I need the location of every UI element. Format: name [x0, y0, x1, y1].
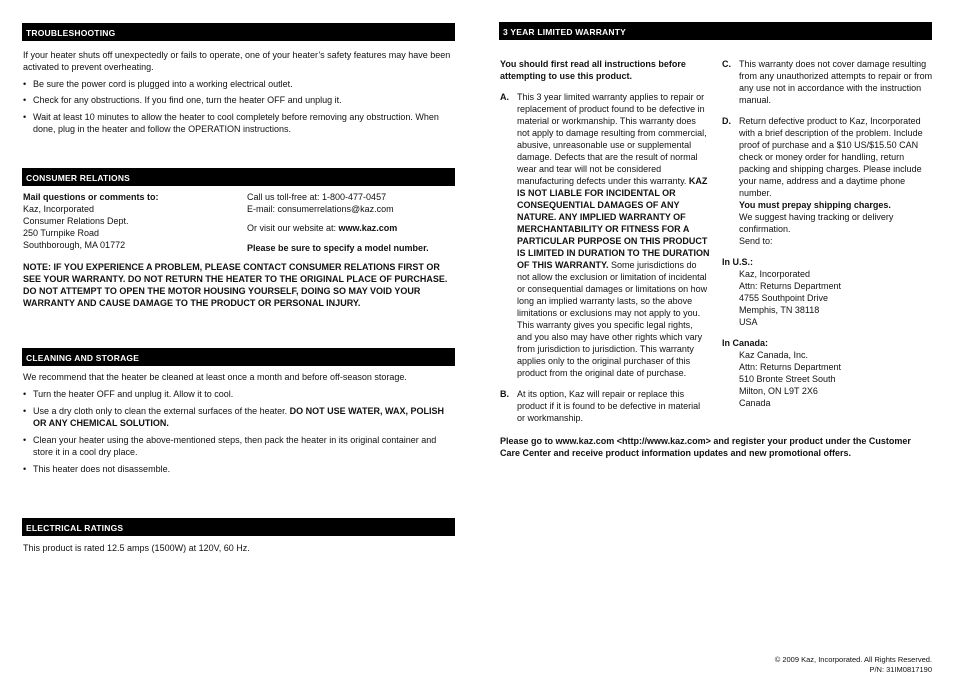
website-link[interactable]: www.kaz.com [338, 223, 398, 233]
address-line: Attn: Returns Department [739, 281, 842, 291]
address-line: Attn: Returns Department [739, 362, 842, 372]
warranty-item-c [722, 58, 934, 106]
warranty-lead [500, 58, 710, 82]
us-address-block [722, 256, 934, 328]
item-label: B. [500, 389, 509, 399]
address-line: Southborough, MA 01772 [23, 240, 126, 250]
warranty-header: 3 YEAR LIMITED WARRANTY [499, 22, 932, 40]
phone-text: Call us toll-free at: 1-800-477-0457 [247, 192, 387, 202]
cleaning-list [23, 388, 453, 475]
consumer-relations-note [23, 261, 451, 309]
cleaning-b2-text: Use a dry cloth only to clean the external surfaces of the heater. [33, 406, 290, 416]
address-line: 510 Bronte Street South [739, 374, 836, 384]
warranty-d-prepay: You must prepay shipping charges. [739, 200, 891, 210]
address-line: Kaz, Incorporated [739, 269, 811, 279]
warranty-d-text: Return defective product to Kaz, Incorporated with a brief description of the problem. Include proof of purchase and a $10 US/$15.50 CAN check or money order for handling, return packing and shipping charges. Please include your name, address and a daytime phone number. [739, 116, 923, 198]
consumer-relations-contact [247, 191, 455, 254]
register-notice [500, 435, 932, 459]
list-item: • Wait at least 10 minutes to allow the heater to cool completely before removing any obstruction. When done, plug in the heater and follow the OPERATION instructions. [23, 111, 453, 135]
website-text [247, 222, 455, 234]
list-item: • Be sure the power cord is plugged into a working electrical outlet. [23, 78, 453, 90]
electrical-text: This product is rated 12.5 amps (1500W) at 120V, 60 Hz. [23, 543, 250, 553]
address-line: USA [739, 317, 758, 327]
cleaning-intro: We recommend that the heater be cleaned at least once a month and before off-season storage. [23, 372, 407, 382]
mail-heading: Mail questions or comments to: [23, 192, 159, 202]
us-label: In U.S.: [722, 257, 753, 267]
item-label: A. [500, 92, 509, 102]
canada-label: In Canada: [722, 338, 769, 348]
address-line: Memphis, TN 38118 [739, 305, 820, 315]
address-line: Milton, ON L9T 2X6 [739, 386, 818, 396]
cleaning-header: CLEANING AND STORAGE [22, 348, 455, 366]
list-item: • Clean your heater using the above-mentioned steps, then pack the heater in its original container and store it in a cool dry place. [23, 434, 453, 458]
address-line: Kaz Canada, Inc. [739, 350, 809, 360]
warranty-c-text: This warranty does not cover damage resulting from any unauthorized attempts to repair or from any use not in accordance with the instruction manual. [739, 59, 933, 105]
warranty-d-tracking: We suggest having tracking or delivery confirmation. [739, 212, 894, 234]
warranty-a-text [517, 91, 710, 379]
warranty-a-plain2: Some jurisdictions do not allow the exclusion or limitation of incidental or consequential damages or limitations on how long an implied warranty lasts, so the above limitations or exclusions may not apply to you. This warranty gives you specific legal rights, and you also may have other rights which vary from jurisdiction to jurisdiction. This warranty applies only to the original purchaser of this product from the original date of purchase. [517, 260, 708, 378]
address-line: 4755 Southpoint Drive [739, 293, 829, 303]
list-item: • Turn the heater OFF and unplug it. Allow it to cool. [23, 388, 453, 400]
canada-address-block [722, 337, 934, 409]
address-line: Kaz, Incorporated [23, 204, 95, 214]
address-line: 250 Turnpike Road [23, 228, 100, 238]
model-note: Please be sure to specify a model number. [247, 243, 429, 253]
warranty-b-text: At its option, Kaz will repair or replace this product if it is found to be defective in material or workmanship. [517, 389, 701, 423]
consumer-relations-header: CONSUMER RELATIONS [22, 168, 455, 186]
cleaning-section [23, 371, 453, 475]
item-label: C. [722, 59, 731, 69]
warranty-item-a [500, 91, 710, 379]
address-line: Canada [739, 398, 771, 408]
troubleshooting-header: TROUBLESHOOTING [22, 23, 455, 41]
consumer-relations-mail [23, 191, 238, 251]
list-item: • This heater does not disassemble. [23, 463, 453, 475]
register-text: Please go to www.kaz.com <http://www.kaz.com> and register your product under the Customer Care Center and receive product information updates and new promotional offers. [500, 436, 911, 458]
electrical-section [23, 542, 453, 554]
website-prefix: Or visit our website at: [247, 223, 339, 233]
cleaning-b2-warning: DO NOT USE WATER, WAX, POLISH OR ANY CHEMICAL SOLUTION. [33, 406, 444, 428]
warranty-item-d [722, 115, 934, 247]
email-text: E-mail: consumerrelations@kaz.com [247, 204, 394, 214]
list-item [23, 405, 453, 429]
list-item: • Check for any obstructions. If you find one, turn the heater OFF and unplug it. [23, 94, 453, 106]
troubleshooting-intro: If your heater shuts off unexpectedly or fails to operate, one of your heater’s safety features may have been activated to prevent overheating. [23, 50, 451, 72]
footer [775, 655, 932, 675]
warranty-item-b [500, 388, 710, 424]
warranty-a-plain: This 3 year limited warranty applies to repair or replacement of product found to be defective in material or workmanship. This warranty does not apply to damage resulting from commercial, abusive, unreasonable use or supplemental damage. Defects that are the result of normal wear and tear will not be considered manufacturing defects under this warranty. [517, 92, 707, 186]
item-label: D. [722, 116, 731, 126]
troubleshooting-section [23, 49, 453, 135]
warranty-lead-text: You should first read all instructions before attempting to use this product. [500, 59, 686, 81]
consumer-note-text: NOTE: IF YOU EXPERIENCE A PROBLEM, PLEASE CONTACT CONSUMER RELATIONS FIRST OR SEE YOUR WARRANTY. DO NOT RETURN THE HEATER TO THE ORIGINAL PLACE OF PURCHASE. DO NOT ATTEMPT TO OPEN THE MOTOR HOUSING YOURSELF, DOING SO MAY VOID YOUR WARRANTY AND CAUSE DAMAGE TO THE PRODUCT OR PERSONAL INJURY. [23, 262, 448, 308]
address-line: Consumer Relations Dept. [23, 216, 129, 226]
troubleshooting-list [23, 78, 453, 135]
electrical-header: ELECTRICAL RATINGS [22, 518, 455, 536]
warranty-a-bold: KAZ IS NOT LIABLE FOR INCIDENTAL OR CONSEQUENTIAL DAMAGES OF ANY NATURE. ANY IMPLIED WARRANTY OF MERCHANTABILITY OR FITNESS FOR A PARTICULAR PURPOSE ON THIS PRODUCT IS LIMITED IN DURATION TO THE DURATION OF THIS WARRANTY. [517, 176, 710, 270]
warranty-d-send: Send to: [739, 236, 773, 246]
part-number: P/N: 31IM0817190 [869, 665, 932, 674]
copyright-text: © 2009 Kaz, Incorporated. All Rights Reserved. [774, 655, 932, 664]
